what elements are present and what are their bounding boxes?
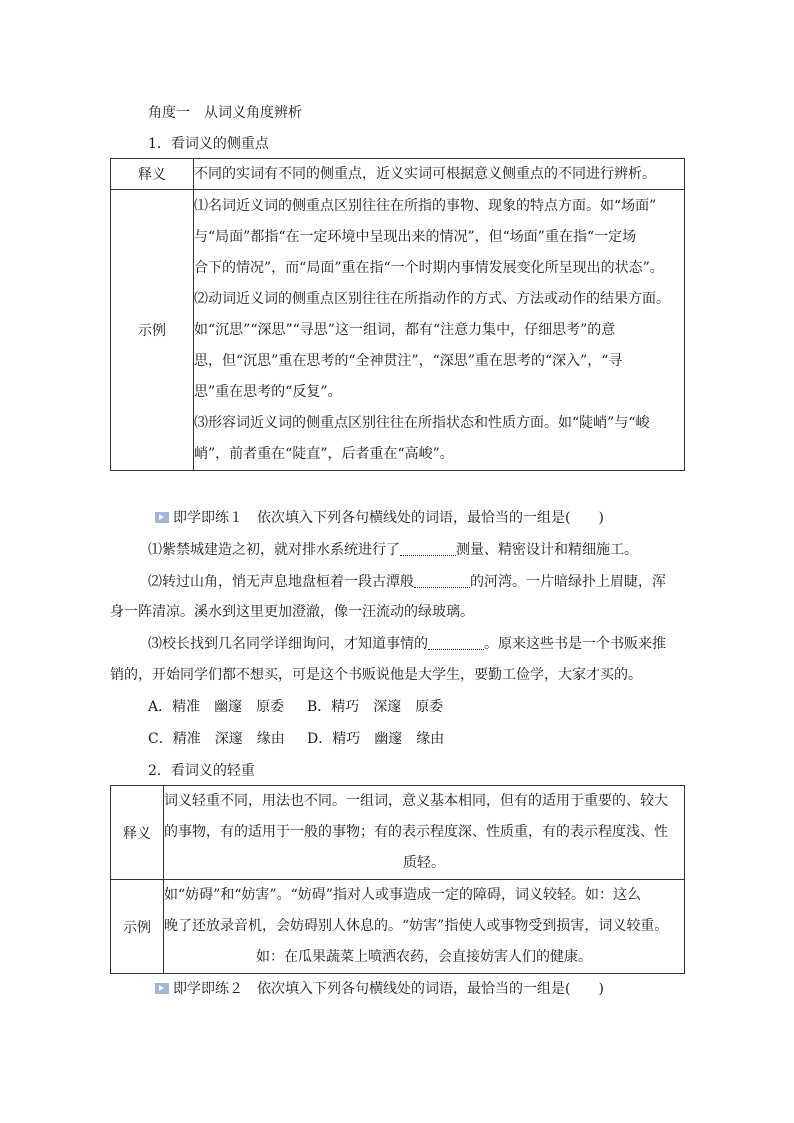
- exercise-1-sentence-3: [148, 634, 666, 654]
- text-line: 如：在瓜果蔬菜上喷洒农药，会直接妨害人们的健康。: [256, 949, 592, 965]
- option-c[interactable]: C．精准 深邃 缘由: [148, 731, 285, 747]
- arrow-marker-icon: [155, 512, 169, 523]
- text-line: 晚了还放录音机，会妨碍别人休息的。“妨害”指使人或事物受到损害，词义较重。: [164, 918, 669, 934]
- table-definition-cell: [164, 786, 685, 880]
- text-line: 思，但“沉思”重在思考的“全神贯注”，“深思”重在思考的“深入”，“寻: [194, 352, 623, 369]
- text-line: ⑶形容词近义词的侧重点区别往往在所指状态和性质方面。如“陡峭”与“峻: [194, 414, 650, 431]
- sentence-text: 。原来这些书是一个书贩来推: [484, 636, 666, 652]
- sentence-text: 测量、精密设计和精细施工。: [456, 542, 638, 558]
- table-focus-meaning: [110, 158, 685, 471]
- text-line: 如“妨碍”和“妨害”。“妨碍”指对人或事造成一定的障碍，词义较轻。如：这么: [164, 887, 641, 903]
- exercise-2-title-text: 即学即练２ 依次填入下列各句横线处的词语，最恰当的一组是( ): [173, 981, 604, 997]
- table-label-definition: 释义: [111, 786, 164, 880]
- sentence-text: ⑴紫禁城建造之初，就对排水系统进行了: [148, 542, 400, 558]
- sentence-text: ⑶校长找到几名同学详细询问，才知道事情的: [148, 636, 428, 652]
- fill-blank[interactable]: [400, 540, 456, 556]
- table-label-definition: 释义: [111, 159, 194, 190]
- exercise-2-title: [155, 979, 604, 999]
- fill-blank[interactable]: [414, 572, 470, 588]
- option-b[interactable]: B．精巧 深邃 原委: [307, 699, 444, 715]
- sentence-text: ⑵转过山角，悄无声息地盘桓着一段古潭般: [148, 574, 414, 590]
- option-a[interactable]: A．精准 幽邃 原委: [148, 699, 285, 715]
- table-meaning-weight: [110, 785, 685, 974]
- arrow-marker-icon: [155, 983, 169, 994]
- table-example-cell: [194, 190, 685, 471]
- text-line: ⑴名词近义词的侧重点区别往往在所指的事物、现象的特点方面。如“场面”: [194, 197, 657, 214]
- table-definition-text: 不同的实词有不同的侧重点，近义实词可根据意义侧重点的不同进行辨析。: [194, 159, 685, 190]
- subsection-title-2: 2．看词义的轻重: [148, 763, 255, 779]
- exercise-1-sentence-3-cont: 销的，开始同学们都不想买，可是这个书贩说他是大学生，要勤工俭学，大家才买的。: [110, 667, 642, 683]
- section-heading: 角度一 从词义角度辨析: [148, 105, 302, 121]
- text-line: 质轻。: [403, 855, 445, 871]
- example-adjective: [194, 408, 684, 470]
- fill-blank[interactable]: [428, 634, 484, 650]
- text-line: 思”重在思考的“反复”。: [194, 383, 342, 400]
- text-line: 的事物，有的适用于一般的事物；有的表示程度深、性质重，有的表示程度浅、性: [164, 824, 668, 840]
- text-line: 合下的情况”，而“局面”重在指“一个时期内事情发展变化所呈现出的状态”。: [194, 259, 664, 276]
- example-noun: [194, 191, 684, 284]
- subsection-title-1: 1．看词义的侧重点: [148, 136, 269, 152]
- table-example-cell: [164, 880, 685, 974]
- text-line: ⑵动词近义词的侧重点区别往往在所指动作的方式、方法或动作的结果方面。: [194, 290, 670, 307]
- exercise-1-sentence-2: [148, 572, 666, 592]
- exercise-1-title-text: 即学即练１ 依次填入下列各句横线处的词语，最恰当的一组是( ): [173, 510, 604, 526]
- example-verb: [194, 284, 684, 408]
- text-line: 词义轻重不同，用法也不同。一组词，意义基本相同，但有的适用于重要的、较大: [164, 793, 668, 809]
- exercise-1-sentence-1: [148, 540, 638, 560]
- option-d[interactable]: D．精巧 幽邃 缘由: [307, 731, 445, 747]
- table-label-example: 示例: [111, 190, 194, 471]
- text-line: 与“局面”都指“在一定环境中呈现出来的情况”，但“场面”重在指“一定场: [194, 228, 637, 245]
- text-line: 如“沉思”“深思”“寻思”这一组词，都有“注意力集中，仔细思考”的意: [194, 321, 616, 338]
- table-label-example: 示例: [111, 880, 164, 974]
- sentence-text: 的河湾。一片暗绿扑上眉睫，浑: [470, 574, 666, 590]
- exercise-1-sentence-2-cont: 身一阵清凉。溪水到这里更加澄澈，像一汪流动的绿玻璃。: [110, 604, 474, 620]
- text-line: 峭”，前者重在“陡直”，后者重在“高峻”。: [194, 445, 454, 462]
- exercise-1-title: [155, 508, 604, 528]
